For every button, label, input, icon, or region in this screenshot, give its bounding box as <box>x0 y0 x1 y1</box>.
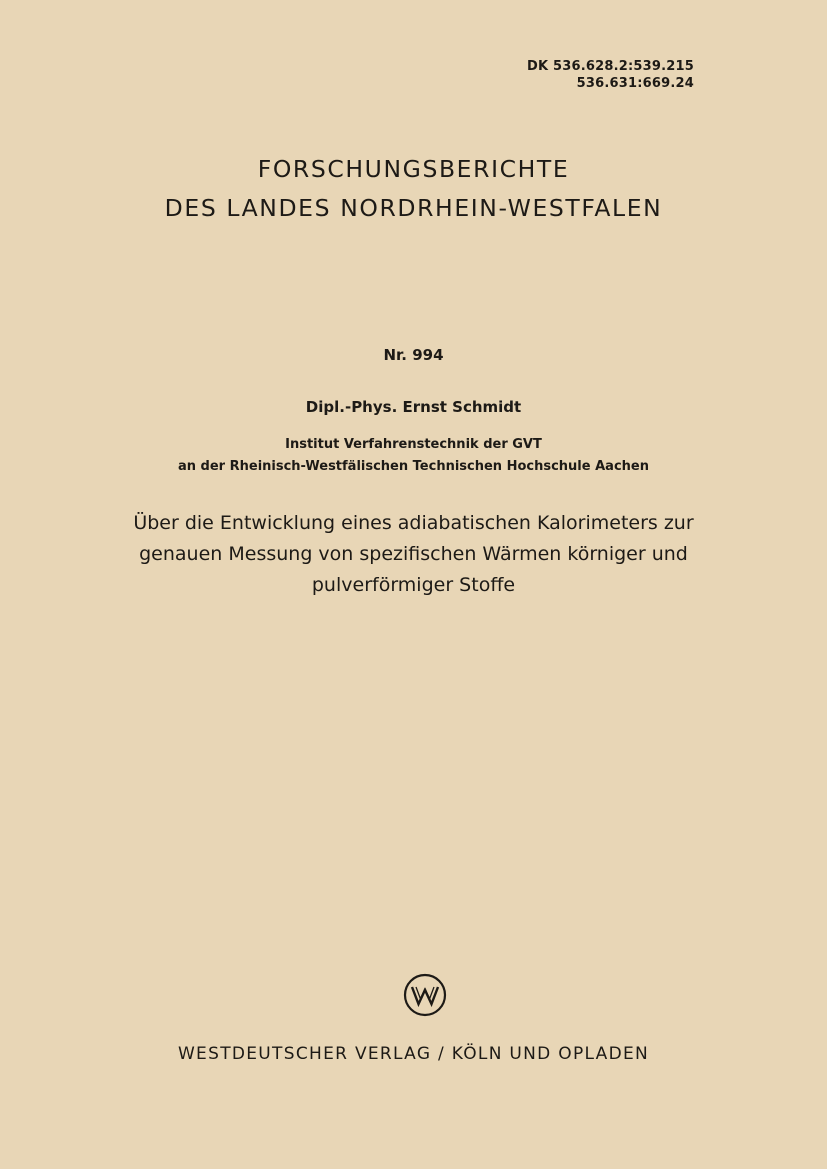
report-number: Nr. 994 <box>383 346 444 364</box>
report-title-line-3: pulverförmiger Stoffe <box>311 574 516 596</box>
series-title-line-1: FORSCHUNGSBERICHTE <box>257 155 570 183</box>
publisher-imprint: WESTDEUTSCHER VERLAG / KÖLN UND OPLADEN <box>177 1044 650 1064</box>
author-affiliation <box>0 434 827 478</box>
dk-classification <box>527 58 694 92</box>
report-title <box>0 508 827 601</box>
dk-classification-line-1: DK 536.628.2:539.215 <box>527 59 694 74</box>
affiliation-line-2: an der Rheinisch-Westfälischen Technischen Hochschule Aachen <box>178 459 649 474</box>
report-title-line-2: genauen Messung von spezifischen Wärmen körniger und <box>139 543 688 565</box>
affiliation-line-1: Institut Verfahrenstechnik der GVT <box>285 437 542 452</box>
report-title-line-1: Über die Entwicklung eines adiabatischen Kalorimeters zur <box>133 512 694 534</box>
series-title-line-2: DES LANDES NORDRHEIN-WESTFALEN <box>164 194 663 222</box>
dk-classification-line-2: 536.631:669.24 <box>576 76 694 91</box>
series-title <box>0 150 827 228</box>
publisher-w-logo-icon <box>403 973 447 1017</box>
author-name: Dipl.-Phys. Ernst Schmidt <box>305 398 522 416</box>
